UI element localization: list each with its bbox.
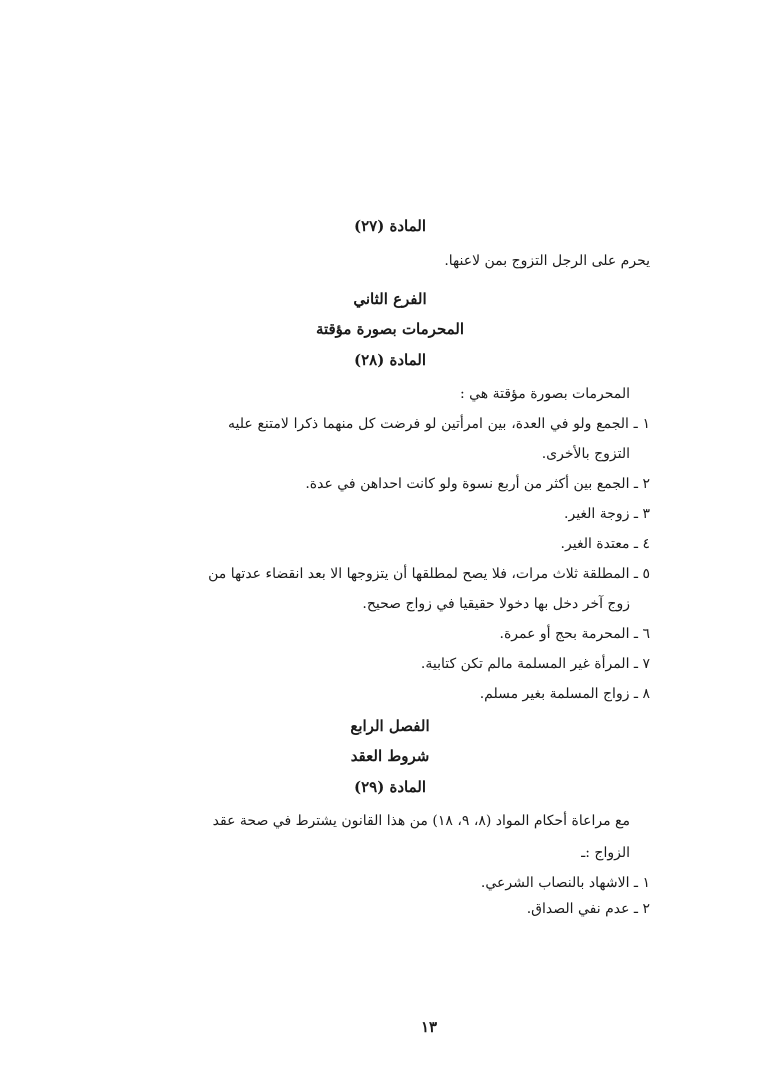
article-28-item-2: ٢ ـ الجمع بين أكثر من أربع نسوة ولو كانت احداهن في عدة. [305,476,650,492]
article-28-item-1: ١ ـ الجمع ولو في العدة، بين امرأتين لو فرضت كل منهما ذكرا لامتنع عليه [228,416,650,432]
article-29-heading: المادة (٢٩) [353,778,427,796]
article-28-item-8: ٨ ـ زواج المسلمة بغير مسلم. [479,686,650,702]
article-28-item-5: ٥ ـ المطلقة ثلاث مرات، فلا يصح لمطلقها أن يتزوجها الا بعد انقضاء عدتها من [208,566,650,582]
article-29-intro-line-2: الزواج :ـ [581,845,630,861]
article-28-item-4: ٤ ـ معتدة الغير. [560,536,650,552]
chapter-4-subheading: شروط العقد [350,747,430,765]
article-28-item-6: ٦ ـ المحرمة بحج أو عمرة. [499,626,650,642]
article-28-item-3: ٣ ـ زوجة الغير. [564,506,650,522]
article-28-item-1-continuation: التزوج بالأخرى. [541,446,630,462]
article-27-text: يحرم على الرجل التزوج بمن لاعنها. [444,253,650,269]
article-27-heading: المادة (٢٧) [353,217,427,235]
chapter-4-heading: الفصل الرابع [350,717,430,735]
article-28-intro: المحرمات بصورة مؤقتة هي : [459,386,630,402]
article-28-item-5-continuation: زوج آخر دخل بها دخولا حقيقيا في زواج صحيح. [362,596,630,612]
article-28-heading: المادة (٢٨) [353,351,427,369]
branch-2-subheading: المحرمات بصورة مؤقتة [315,320,465,338]
article-29-intro-line-1: مع مراعاة أحكام المواد (٨، ٩، ١٨) من هذا القانون يشترط في صحة عقد [212,813,630,829]
branch-2-heading: الفرع الثاني [353,290,427,308]
article-29-item-1: ١ ـ الاشهاد بالنصاب الشرعي. [480,875,650,891]
article-28-item-7: ٧ ـ المرأة غير المسلمة مالم تكن كتابية. [420,656,650,672]
page-number: ١٣ [420,1018,438,1036]
article-29-item-2: ٢ ـ عدم نفي الصداق. [526,901,650,917]
